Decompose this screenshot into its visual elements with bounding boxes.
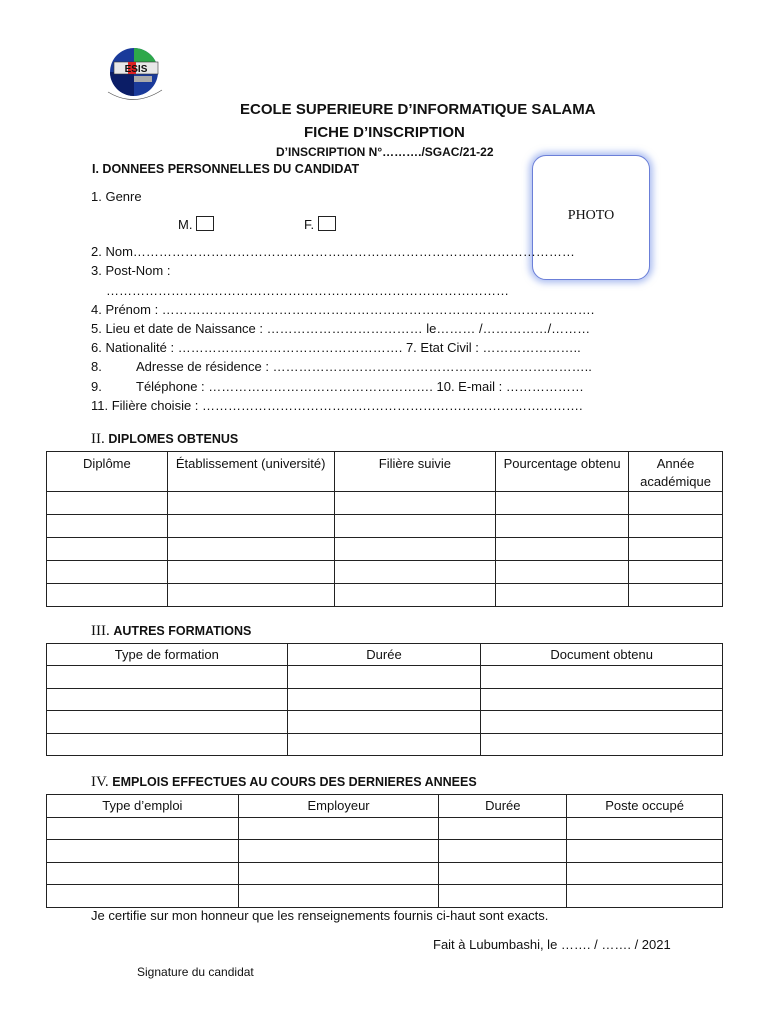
formations-table (46, 643, 723, 756)
col-etablissement: Établissement (université) (167, 452, 334, 492)
table-cell[interactable] (167, 584, 334, 607)
col-annee: Année académique (629, 452, 723, 492)
section-formations-numeral: III. (91, 623, 110, 639)
section-diplomes-label: DIPLOMES OBTENUS (108, 432, 239, 446)
table-cell[interactable] (567, 818, 723, 840)
table-cell[interactable] (47, 538, 168, 561)
table-cell[interactable] (629, 515, 723, 538)
table-row (47, 666, 723, 689)
table-row (47, 734, 723, 756)
postnom-label: 3. Post-Nom : (91, 263, 171, 278)
certification-text: Je certifie sur mon honneur que les renseignements fournis ci-haut sont exacts. (91, 908, 549, 923)
telephone-email-field[interactable]: Téléphone : ……………………………………………. 10. E-mail : ……………… (136, 379, 584, 394)
col-document: Document obtenu (481, 644, 723, 666)
table-cell[interactable] (47, 492, 168, 515)
col-poste: Poste occupé (567, 795, 723, 818)
table-cell[interactable] (47, 863, 239, 885)
signature-label: Signature du candidat (137, 965, 254, 979)
table-cell[interactable] (47, 734, 288, 756)
table-cell[interactable] (629, 561, 723, 584)
genre-label: 1. Genre (91, 189, 142, 204)
nationalite-etat-civil-field[interactable]: 6. Nationalité : ……………………………………………. 7. Etat Civil : ………………….. (91, 340, 581, 355)
table-cell[interactable] (238, 840, 439, 863)
table-cell[interactable] (238, 885, 439, 908)
table-cell[interactable] (287, 711, 481, 734)
adresse-field[interactable]: Adresse de résidence : ……………………………………………………………….. (136, 359, 592, 374)
table-cell[interactable] (287, 666, 481, 689)
section-emplois-label: EMPLOIS EFFECTUES AU COURS DES DERNIERES ANNEES (112, 775, 477, 789)
section-formations-title (91, 623, 251, 640)
emplois-table (46, 794, 723, 908)
table-cell[interactable] (287, 734, 481, 756)
col-type-formation: Type de formation (47, 644, 288, 666)
table-cell[interactable] (481, 734, 723, 756)
table-cell[interactable] (496, 561, 629, 584)
table-row (47, 561, 723, 584)
table-cell[interactable] (629, 538, 723, 561)
col-filiere: Filière suivie (334, 452, 496, 492)
photo-box (532, 155, 650, 280)
table-cell[interactable] (47, 711, 288, 734)
table-cell[interactable] (439, 885, 567, 908)
table-cell[interactable] (334, 584, 496, 607)
table-cell[interactable] (238, 863, 439, 885)
section-diplomes-numeral: II. (91, 431, 105, 447)
genre-male (178, 216, 214, 232)
school-logo (104, 44, 170, 106)
lieu-date-naissance-field[interactable]: 5. Lieu et date de Naissance : ……………………………… le……… /……………/……… (91, 321, 591, 336)
male-checkbox[interactable] (196, 216, 214, 231)
section-diplomes-title (91, 431, 238, 448)
prenom-field[interactable]: 4. Prénom : ………………………………………………………………………………………. (91, 302, 595, 317)
genre-female-label: F. (304, 217, 315, 232)
table-cell[interactable] (481, 711, 723, 734)
table-cell[interactable] (496, 538, 629, 561)
female-checkbox[interactable] (318, 216, 336, 231)
table-cell[interactable] (47, 818, 239, 840)
photo-label: PHOTO (567, 208, 615, 223)
table-cell[interactable] (47, 689, 288, 711)
table-cell[interactable] (567, 885, 723, 908)
table-cell[interactable] (567, 840, 723, 863)
place-date-field[interactable]: Fait à Lubumbashi, le ……. / ……. / 2021 (433, 937, 671, 952)
table-cell[interactable] (496, 584, 629, 607)
table-cell[interactable] (47, 561, 168, 584)
telephone-number: 9. (91, 379, 102, 394)
table-cell[interactable] (167, 515, 334, 538)
section-emplois-title (91, 774, 477, 791)
col-pourcentage: Pourcentage obtenu (496, 452, 629, 492)
table-cell[interactable] (481, 689, 723, 711)
table-cell[interactable] (334, 515, 496, 538)
inscription-number: D’INSCRIPTION N°………./SGAC/21-22 (276, 145, 494, 159)
form-title: FICHE D’INSCRIPTION (304, 124, 465, 141)
logo-text: ESIS (124, 64, 148, 75)
table-row (47, 818, 723, 840)
table-row (47, 863, 723, 885)
table-cell[interactable] (439, 818, 567, 840)
table-row (47, 840, 723, 863)
table-cell[interactable] (167, 561, 334, 584)
col-type-emploi: Type d’emploi (47, 795, 239, 818)
table-cell[interactable] (629, 492, 723, 515)
table-cell[interactable] (167, 492, 334, 515)
table-cell[interactable] (567, 863, 723, 885)
table-cell[interactable] (287, 689, 481, 711)
filiere-field[interactable]: 11. Filière choisie : ……………………………………………………………………………. (91, 398, 583, 413)
section-emplois-numeral: IV. (91, 774, 109, 790)
table-row (47, 711, 723, 734)
table-row (47, 492, 723, 515)
section-formations-label: AUTRES FORMATIONS (113, 624, 252, 638)
col-duree: Durée (287, 644, 481, 666)
table-cell[interactable] (496, 515, 629, 538)
table-cell[interactable] (47, 515, 168, 538)
table-cell[interactable] (481, 666, 723, 689)
table-cell[interactable] (439, 863, 567, 885)
table-row (47, 515, 723, 538)
adresse-number: 8. (91, 359, 102, 374)
table-cell[interactable] (629, 584, 723, 607)
postnom-field[interactable]: ………………………………………………………………………………… (106, 283, 509, 298)
table-row (47, 689, 723, 711)
table-cell[interactable] (238, 818, 439, 840)
nom-field[interactable]: 2. Nom………………………………………………………………………………………… (91, 244, 575, 259)
col-employeur: Employeur (238, 795, 439, 818)
table-cell[interactable] (47, 666, 288, 689)
section-personal-title: I. DONNEES PERSONNELLES DU CANDIDAT (92, 162, 360, 176)
table-cell[interactable] (334, 561, 496, 584)
table-cell[interactable] (334, 538, 496, 561)
table-cell[interactable] (47, 840, 239, 863)
genre-female (304, 216, 336, 232)
diplomes-table (46, 451, 723, 607)
table-cell[interactable] (439, 840, 567, 863)
table-row (47, 885, 723, 908)
table-cell[interactable] (47, 885, 239, 908)
col-diplome: Diplôme (47, 452, 168, 492)
col-duree-emploi: Durée (439, 795, 567, 818)
school-name: ECOLE SUPERIEURE D’INFORMATIQUE SALAMA (240, 101, 596, 118)
table-row (47, 584, 723, 607)
genre-male-label: M. (178, 217, 193, 232)
table-cell[interactable] (334, 492, 496, 515)
table-cell[interactable] (47, 584, 168, 607)
table-cell[interactable] (496, 492, 629, 515)
table-cell[interactable] (167, 538, 334, 561)
table-row (47, 538, 723, 561)
